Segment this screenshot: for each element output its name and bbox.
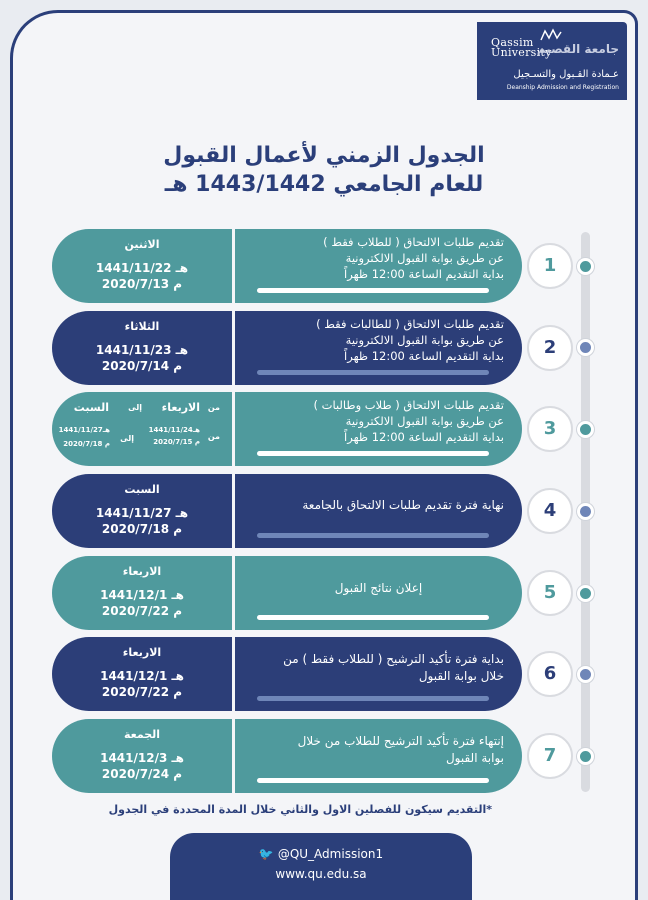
- progress-bar: [257, 778, 489, 783]
- day-label: الثلاثاء: [124, 320, 160, 333]
- timeline-row-6: [52, 637, 522, 711]
- step-number: 6: [527, 651, 573, 697]
- to-label: إلى: [128, 403, 142, 412]
- desc-line: نهاية فترة تقديم طلبات الالتحاق بالجامعة: [302, 498, 504, 512]
- desc-line: عن طريق بوابة القبول الالكترونية: [345, 251, 504, 265]
- date-cell: [52, 229, 232, 303]
- twitter-handle[interactable]: 🐦 @QU_Admission1: [258, 847, 384, 861]
- desc-line: تقديم طلبات الالتحاق ( طلاب وطالبات ): [313, 398, 504, 412]
- progress-bar: [257, 370, 489, 375]
- day-from-label: الاربعاء: [161, 401, 200, 414]
- step-number: 2: [527, 325, 573, 371]
- step-number: 5: [527, 570, 573, 616]
- progress-bar: [257, 288, 489, 293]
- timeline-row-2: [52, 311, 522, 385]
- hijri-date: 1441/11/23 هـ: [95, 343, 189, 357]
- desc-line: بداية التقديم الساعة 12:00 ظهراً: [344, 267, 504, 281]
- twitter-icon: 🐦: [258, 847, 274, 861]
- step-number: 4: [527, 488, 573, 534]
- timeline-dot: [577, 503, 594, 520]
- timeline-row-3: [52, 392, 522, 466]
- desc-line: بداية التقديم الساعة 12:00 ظهراً: [344, 430, 504, 444]
- gregorian-to: 2020/7/18 م: [63, 440, 110, 448]
- day-label: الجمعة: [123, 728, 161, 741]
- hijri-date: 1441/12/3 هـ: [100, 751, 184, 765]
- university-logo: [477, 22, 627, 100]
- gregorian-date: 2020/7/24 م: [101, 767, 183, 781]
- hijri-date: 1441/12/1 هـ: [100, 669, 184, 683]
- date-cell: [52, 392, 232, 466]
- desc-line: إعلان نتائج القبول: [334, 581, 423, 595]
- logo-english: Qassim University: [491, 36, 552, 59]
- gregorian-date: 2020/7/22 م: [101, 685, 183, 699]
- to-label: إلى: [120, 434, 134, 443]
- hijri-from: 1441/11/24هـ: [148, 426, 200, 434]
- desc-line: بداية فترة تأكيد الترشيح ( للطلاب فقط ) من: [283, 652, 504, 666]
- day-label: الاربعاء: [122, 646, 162, 659]
- footer-banner: [170, 833, 472, 900]
- timeline-row-7: [52, 719, 522, 793]
- day-label: الاربعاء: [122, 565, 162, 578]
- progress-bar: [257, 451, 489, 456]
- date-cell: [52, 474, 232, 548]
- date-cell: [52, 637, 232, 711]
- timeline-row-5: [52, 556, 522, 630]
- gregorian-date: 2020/7/13 م: [101, 277, 183, 291]
- hijri-to: 1441/11/27هـ: [58, 426, 110, 434]
- desc-line: بداية التقديم الساعة 12:00 ظهراً: [344, 349, 504, 363]
- timeline-dot: [577, 748, 594, 765]
- timeline-dot: [577, 258, 594, 275]
- logo-deanship-ar: عـمادة القـبول والتسـجيل: [513, 69, 619, 80]
- timeline-dot: [577, 421, 594, 438]
- step-number: 7: [527, 733, 573, 779]
- page-title: الجدول الزمني لأعمال القبول: [163, 143, 485, 168]
- desc-line: إنتهاء فترة تأكيد الترشيح للطلاب من خلال: [297, 734, 504, 748]
- timeline-row-1: [52, 229, 522, 303]
- from-label: من: [207, 403, 220, 412]
- logo-deanship-en: Deanship Admission and Registration: [506, 84, 619, 91]
- desc-line: تقديم طلبات الالتحاق ( للطلاب فقط ): [323, 235, 504, 249]
- date-cell: [52, 719, 232, 793]
- logo-arabic-name: جامعة القصيم: [536, 42, 619, 56]
- desc-line: عن طريق بوابة القبول الالكترونية: [345, 414, 504, 428]
- timeline-dot: [577, 339, 594, 356]
- gregorian-from: 2020/7/15 م: [153, 438, 200, 446]
- gregorian-date: 2020/7/22 م: [101, 604, 183, 618]
- desc-line: خلال بوابة القبول: [418, 669, 504, 683]
- hijri-date: 1441/11/27 هـ: [95, 506, 189, 520]
- progress-bar: [257, 696, 489, 701]
- step-number: 3: [527, 406, 573, 452]
- hijri-date: 1441/12/1 هـ: [100, 588, 184, 602]
- day-label: الاثنين: [124, 238, 160, 251]
- date-cell: [52, 311, 232, 385]
- gregorian-date: 2020/7/18 م: [101, 522, 183, 536]
- page-subtitle: للعام الجامعي 1443/1442 هـ: [164, 172, 484, 197]
- desc-line: بوابة القبول: [445, 751, 504, 765]
- progress-bar: [257, 615, 489, 620]
- hijri-date: 1441/11/22 هـ: [95, 261, 189, 275]
- gregorian-date: 2020/7/14 م: [101, 359, 183, 373]
- timeline-dot: [577, 666, 594, 683]
- date-cell: [52, 556, 232, 630]
- step-number: 1: [527, 243, 573, 289]
- from-label: من: [207, 432, 220, 441]
- desc-line: تقديم طلبات الالتحاق ( للطالبات فقط ): [316, 317, 504, 331]
- timeline-dot: [577, 585, 594, 602]
- progress-bar: [257, 533, 489, 538]
- day-to-label: السبت: [73, 401, 109, 414]
- timeline-row-4: [52, 474, 522, 548]
- desc-line: عن طريق بوابة القبول الالكترونية: [345, 333, 504, 347]
- website-link[interactable]: www.qu.edu.sa: [275, 867, 367, 881]
- day-label: السبت: [124, 483, 160, 496]
- footnote: *التقديم سيكون للفصلين الاول والثاني خلال المدة المحددة في الجدول: [108, 803, 492, 816]
